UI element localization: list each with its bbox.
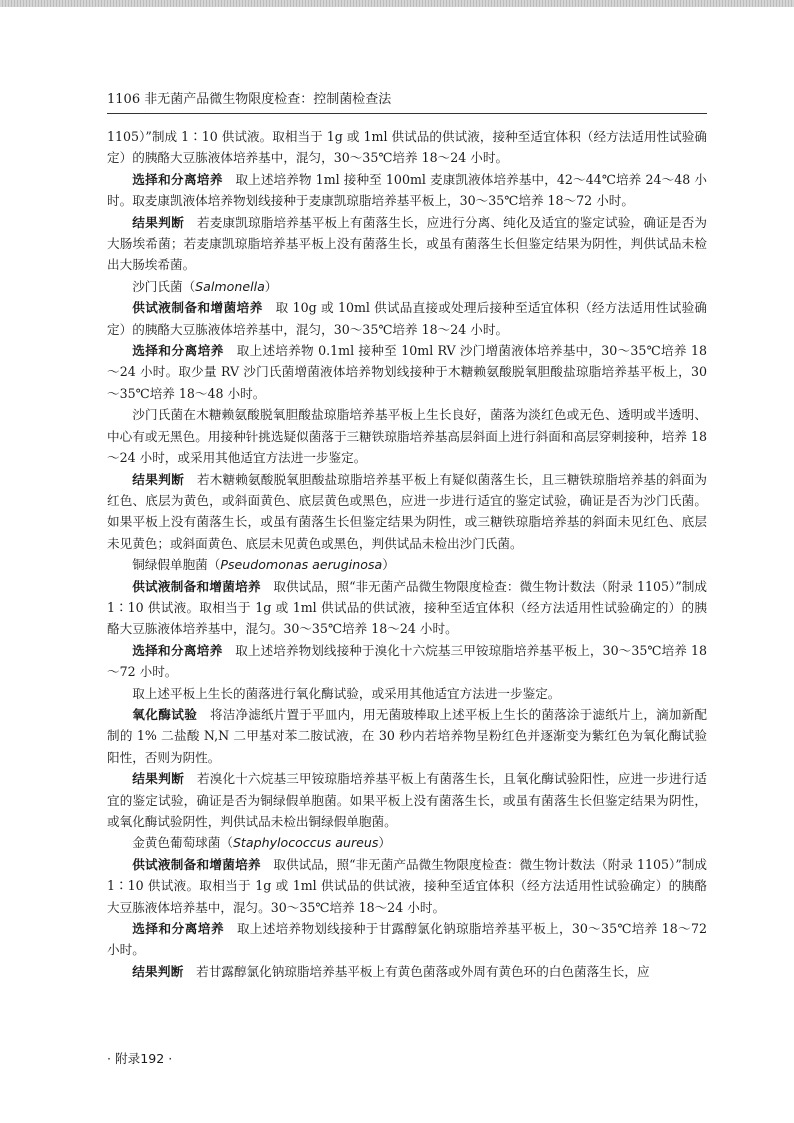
section-heading-cn: 金黄色葡萄球菌（ [132, 835, 233, 851]
paragraph-text: 若甘露醇氯化钠琼脂培养基平板上有黄色菌落或外周有黄色环的白色菌落生长，应 [196, 963, 650, 979]
section-heading-latin: Salmonella [195, 278, 265, 294]
paragraph-text: 取供试品，照“非无菌产品微生物限度检查：微生物计数法（附录 1105）”制成 1∶10 供试液。取相当于 1g 或 1ml 供试品的供试液，接种至适宜体积（经方法适用性试验确定）的胰酪大豆胨液体培养基中，混匀。30～35℃培养 18～24 小时。 [107, 856, 707, 915]
paragraph [107, 169, 707, 212]
paragraph [107, 126, 707, 169]
paragraph-text: 若木糖赖氨酸脱氧胆酸盐琼脂培养基平板上有疑似菌落生长，且三糖铁琼脂培养基的斜面为红色、底层为黄色，或斜面黄色、底层黄色或黑色，应进一步进行适宜的鉴定试验，确证是否为沙门氏菌。如果平板上没有菌落生长，或虽有菌落生长但鉴定结果为阴性，或三糖铁琼脂培养基的斜面未见红色、底层未见黄色；或斜面黄色、底层未见黄色或黑色，判供试品未检出沙门氏菌。 [107, 471, 708, 551]
paragraph-run-in-heading: 氧化酶试验 [132, 706, 198, 722]
paragraph [107, 961, 707, 982]
paragraph-text: 取上述培养物 1ml 接种至 100ml 麦康凯液体培养基中，42～44℃培养 24～48 小时。取麦康凯液体培养物划线接种于麦康凯琼脂培养基平板上，30～35℃培养 18～72 小时。 [107, 171, 707, 209]
paragraph-run-in-heading: 结果判断 [132, 471, 185, 487]
paragraph-run-in-heading: 结果判断 [132, 771, 185, 787]
paragraph [107, 918, 707, 961]
paragraph [107, 704, 707, 768]
page-number: · 附录192 · [107, 1051, 173, 1066]
paragraph-text: 若麦康凯琼脂培养基平板上有菌落生长，应进行分离、纯化及适宜的鉴定试验，确证是否为大肠埃希菌；若麦康凯琼脂培养基平板上没有菌落生长，或虽有菌落生长但鉴定结果为阴性，判供试品未检出大肠埃希菌。 [107, 214, 708, 273]
paragraph-run-in-heading: 结果判断 [132, 214, 185, 230]
section-heading [107, 276, 707, 297]
paragraph [107, 640, 707, 683]
paragraph-text: 将洁净滤纸片置于平皿内，用无菌玻棒取上述平板上生长的菌落涂于滤纸片上，滴加新配制的 1% 二盐酸 N,N 二甲基对苯二胺试液，在 30 秒内若培养物呈粉红色并逐渐变为紫红色为氧化酶试验阳性，否则为阴性。 [107, 706, 708, 765]
paragraph [107, 576, 707, 640]
paragraph [107, 404, 707, 468]
paragraph-run-in-heading: 选择和分离培养 [132, 921, 225, 937]
paragraph-text: 若溴化十六烷基三甲铵琼脂培养基平板上有菌落生长，且氧化酶试验阳性，应进一步进行适宜的鉴定试验，确证是否为铜绿假单胞菌。如果平板上没有菌落生长，或虽有菌落生长但鉴定结果为阴性，或氧化酶试验阴性，判供试品未检出铜绿假单胞菌。 [107, 771, 708, 829]
paragraph-text: 取供试品，照“非无菌产品微生物限度检查：微生物计数法（附录 1105）”制成 1∶10 供试液。取相当于 1g 或 1ml 供试品的供试液，接种至适宜体积（经方法适用性试验确定的）的胰酪大豆胨液体培养基中，混匀。30～35℃培养 18～24 小时。 [107, 578, 707, 637]
paragraph-text: 取上述平板上生长的菌落进行氧化酶试验，或采用其他适宜方法进一步鉴定。 [132, 685, 561, 701]
running-header: 1106 非无菌产品微生物限度检查：控制菌检查法 [107, 90, 707, 114]
section-heading-close: ） [382, 557, 395, 573]
paragraph [107, 212, 707, 276]
paragraph [107, 854, 707, 918]
paragraph [107, 683, 707, 704]
section-heading-close: ） [264, 278, 278, 294]
paragraph-run-in-heading: 结果判断 [132, 963, 184, 979]
paragraph-run-in-heading: 供试液制备和增菌培养 [132, 578, 261, 594]
paragraph-text: 1105）”制成 1∶10 供试液。取相当于 1g 或 1ml 供试品的供试液，接种至适宜体积（经方法适用性试验确定）的胰酪大豆胨液体培养基中，混匀，30～35℃培养 18～24 小时。 [107, 129, 707, 166]
paragraph-run-in-heading: 供试液制备和增菌培养 [132, 300, 263, 316]
paragraph-text: 取 10g 或 10ml 供试品直接或处理后接种至适宜体积（经方法适用性试验确定）的胰酪大豆胨液体培养基中，混匀，30～35℃培养 18～24 小时。 [107, 300, 707, 337]
paragraph-run-in-heading: 选择和分离培养 [132, 171, 223, 187]
paragraph-run-in-heading: 选择和分离培养 [132, 642, 223, 658]
paragraph [107, 768, 707, 832]
paragraph-run-in-heading: 供试液制备和增菌培养 [132, 856, 261, 872]
paragraph-text: 取上述培养物划线接种于甘露醇氯化钠琼脂培养基平板上，30～35℃培养 18～72 小时。 [107, 921, 708, 958]
paragraph-text: 沙门氏菌在木糖赖氨酸脱氧胆酸盐琼脂培养基平板上生长良好，菌落为淡红色或无色、透明或半透明、中心有或无黑色。用接种针挑选疑似菌落于三糖铁琼脂培养基高层斜面上进行斜面和高层穿刺接种，培养 18～24 小时，或采用其他适宜方法进一步鉴定。 [107, 407, 707, 466]
section-heading [107, 554, 707, 575]
section-heading-latin: Staphylococcus aureus [232, 835, 379, 851]
section-heading-cn: 沙门氏菌（ [132, 278, 196, 294]
scan-edge [0, 0, 794, 7]
section-heading-close: ） [378, 835, 392, 851]
paragraph [107, 469, 707, 555]
page [107, 90, 707, 982]
paragraph-text: 取上述培养物划线接种于溴化十六烷基三甲铵琼脂培养基平板上，30～35℃培养 18～72 小时。 [107, 642, 708, 680]
section-heading-latin: Pseudomonas aeruginosa [220, 557, 383, 573]
paragraph [107, 297, 707, 340]
paragraph-text: 取上述培养物 0.1ml 接种至 10ml RV 沙门增菌液体培养基中，30～35℃培养 18～24 小时。取少量 RV 沙门氏菌增菌液体培养物划线接种于木糖赖氨酸脱氧胆酸盐琼脂培养基平板上，30～35℃培养 18～48 小时。 [107, 343, 708, 401]
paragraph [107, 340, 707, 404]
paragraph-run-in-heading: 选择和分离培养 [132, 343, 224, 359]
section-heading [107, 832, 707, 853]
section-heading-cn: 铜绿假单胞菌（ [132, 557, 221, 573]
body-text [107, 126, 707, 982]
